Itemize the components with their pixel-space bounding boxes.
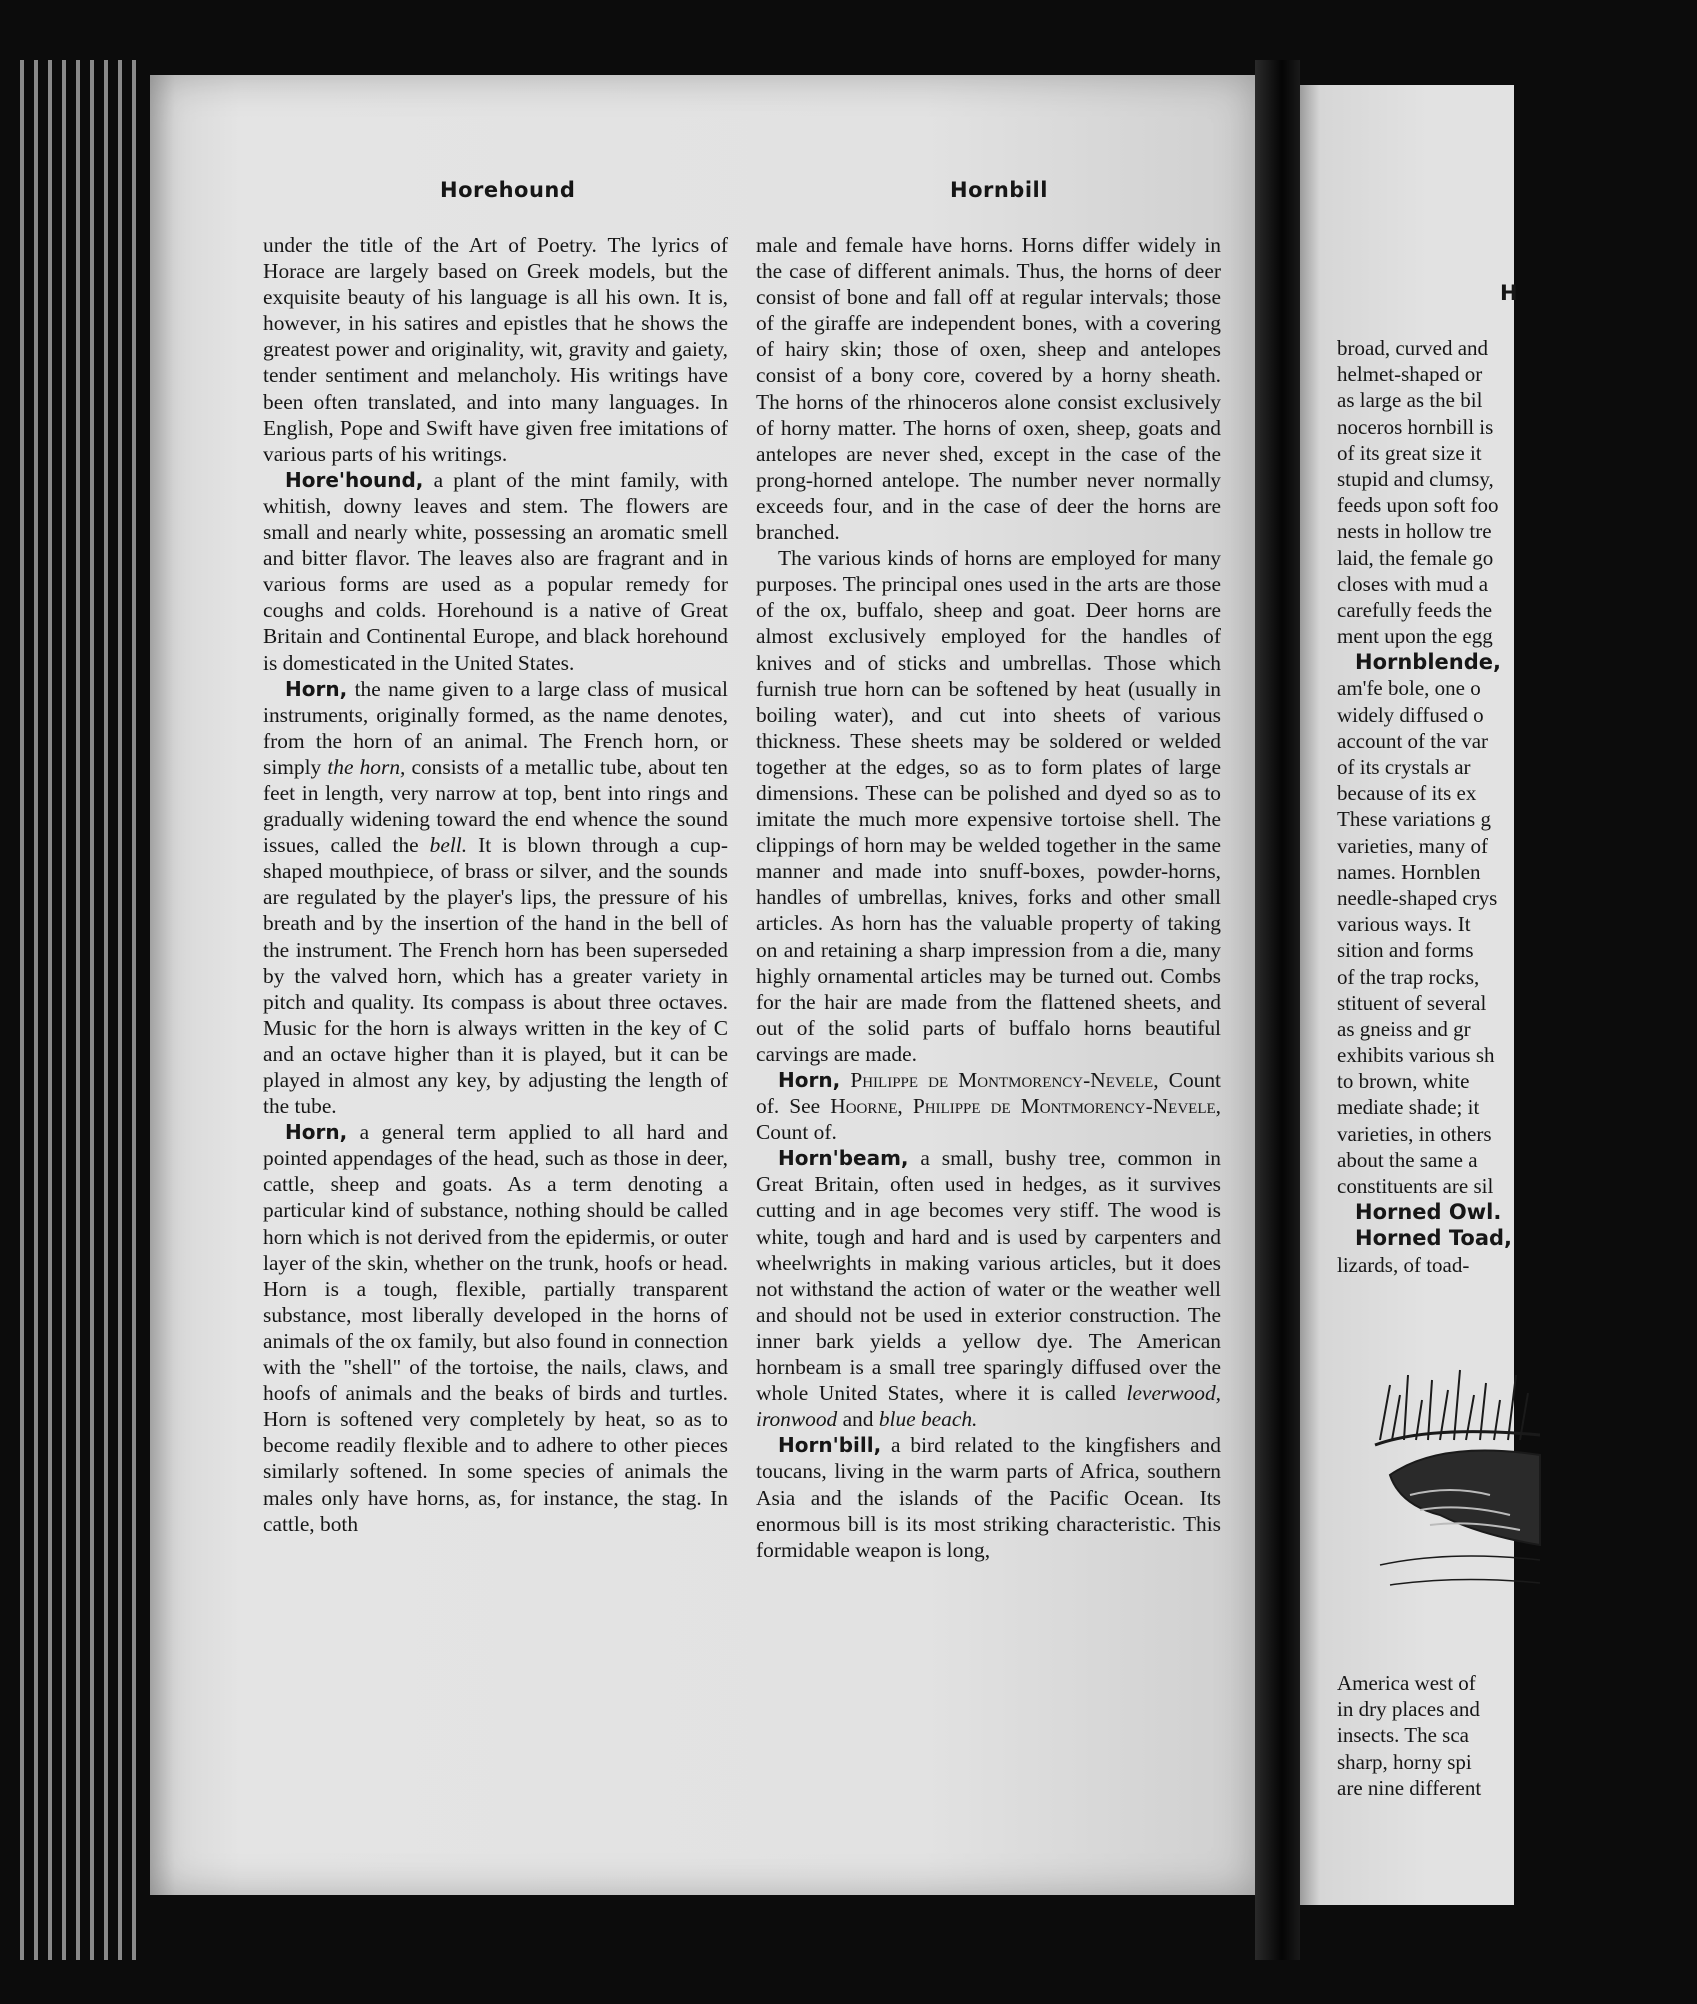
right-page-line: varieties, in others (1337, 1121, 1492, 1146)
entry-hornbeam (756, 1145, 1221, 1432)
entry-text: Count of. (756, 1120, 837, 1145)
right-page-line: as large as the bil (1337, 388, 1483, 413)
entry-horn-instrument (263, 676, 728, 1120)
right-page-line: stupid and clumsy, (1337, 466, 1494, 491)
right-page-line: varieties, many of (1337, 833, 1489, 858)
right-page-line: are nine different (1337, 1775, 1482, 1800)
running-head-right: Hornbill (950, 178, 1048, 202)
small-caps-name: Hoorne, Philippe de Montmorency-Nevele, (830, 1094, 1222, 1119)
right-page-line: constituents are sil (1337, 1174, 1494, 1198)
column-1 (263, 232, 728, 1537)
right-page-line: in dry places and (1337, 1697, 1480, 1722)
entry-text: consists of a metallic tube, about ten feet in length, very narrow at top, bent into rings and gradually widening toward the end whence the sound issues, called the (263, 754, 728, 858)
entry-hornbill (756, 1432, 1221, 1562)
entry-horn-substance (263, 1119, 728, 1537)
right-page-line: ment upon the egg (1337, 624, 1493, 649)
book-page-edges (20, 60, 150, 1960)
right-page-line: America west of (1337, 1671, 1476, 1695)
right-page-line: Hornblende, (1355, 650, 1501, 675)
paragraph-horns-continued: male and female have horns. Horns differ widely in the case of different animals. Thus, the horns of deer consist of bone and fall off at regular intervals; those of the giraffe are independent bones, with a covering of hairy skin; those of oxen, sheep and antelopes consist of a bony core, covered by a horny sheath. The horns of the rhinoceros alone consist exclusively of horny matter. The horns of oxen, sheep, goats and antelopes are never shed, except in the case of the prong-horned antelope. The number never normally exceeds four, and in the case of deer the horns are branched. (756, 233, 1221, 545)
headword-horehound: Hore'hound, (285, 467, 424, 492)
right-page-line: Horned Owl. (1355, 1200, 1502, 1225)
right-page-line: stituent of several (1337, 990, 1487, 1015)
right-page-line: laid, the female go (1337, 545, 1494, 570)
entry-text: a bird related to the kingfishers and toucans, living in the warm parts of Africa, southern Asia and the islands of the Pacific Ocean. Its enormous bill is its most striking characteristic. This formidable weapon is long, (756, 1433, 1221, 1562)
right-page-line: feeds upon soft foo (1337, 493, 1499, 518)
right-page-line: carefully feeds the (1337, 597, 1493, 622)
right-page-line: am'fe bole, one o (1337, 676, 1481, 701)
right-page-line: noceros hornbill is (1337, 414, 1494, 439)
right-page-line: exhibits various sh (1337, 1043, 1495, 1068)
right-page-column-bottom (1337, 1670, 1697, 1801)
right-page-line: of its great size it (1337, 440, 1482, 465)
paragraph-horace-continued: under the title of the Art of Poetry. The lyrics of Horace are largely based on Greek models, but the exquisite beauty of his language is all his own. It is, however, in his satires and epistles that he shows the greatest power and originality, wit, gravity and gaiety, tender sentiment and melancholy. His writings have been often translated, and into many languages. In English, Pope and Swift have given free imitations of various parts of his writings. (263, 233, 728, 466)
right-page-line: to brown, white (1337, 1069, 1470, 1094)
right-page-line: of its crystals ar (1337, 755, 1471, 779)
paragraph-horn-uses: The various kinds of horns are employed for many purposes. The principal ones used in the arts are those of the ox, buffalo, sheep and goat. Deer horns are almost exclusively employed for the handles of knives and of sticks and umbrellas. Those which furnish true horn can be softened by heat (usually in boiling water), and cut into sheets of various thickness. These sheets may be soldered or welded together at the edges, so as to form plates of large dimensions. These can be polished and dyed so as to imitate the much more expensive tortoise shell. The clippings of horn may be welded together in the same manner and made into snuff-boxes, powder-horns, handles of umbrellas, knives, forks and other small articles. As horn has the valuable property of taking on and retaining a sharp impression from a die, many highly ornamental articles may be turned out. Combs for the hair are made from the flattened sheets, and out of the solid parts of buffalo horns beautiful carvings are made. (756, 546, 1221, 1066)
right-page-line: helmet-shaped or (1337, 362, 1483, 387)
right-page-line: lizards, of toad- (1337, 1252, 1470, 1277)
headword-horn: Horn, (285, 676, 348, 701)
italic-term: the horn, (327, 754, 406, 779)
headword-hornbeam: Horn'beam, (778, 1146, 909, 1171)
right-page-column (1337, 335, 1697, 1278)
entry-horn-count (756, 1067, 1221, 1145)
right-page-line: These variations g (1337, 807, 1491, 832)
right-page-line: insects. The sca (1337, 1723, 1469, 1748)
right-page-line: because of its ex (1337, 781, 1477, 806)
right-page-line: of the trap rocks, (1337, 964, 1480, 989)
right-page-line: sharp, horny spi (1337, 1749, 1472, 1774)
right-page-line: broad, curved and (1337, 336, 1489, 360)
right-page-line: sition and forms (1337, 938, 1474, 963)
right-page-line: names. Hornblen (1337, 859, 1481, 884)
right-page-line: mediate shade; it (1337, 1095, 1480, 1120)
entry-horehound (263, 467, 728, 676)
entry-text: a small, bushy tree, common in Great Britain, often used in hedges, as it survives cutting and in age becomes very stiff. The wood is white, tough and hard and is used by carpenters and wheelwrights in making various articles, but it does not withstand the action of water or the weather well and should not be used in exterior construction. The inner bark yields a yellow dye. The American hornbeam is a small tree sparingly diffused over the whole United States, where it is called (756, 1146, 1221, 1406)
right-page-line: about the same a (1337, 1147, 1478, 1172)
right-page-line: closes with mud a (1337, 571, 1489, 596)
right-page-line: widely diffused o (1337, 702, 1484, 727)
italic-term: blue beach. (878, 1407, 978, 1432)
entry-text: the name given to a large class of musical instruments, originally formed, as the name denotes, from the horn of an animal. The French horn, or simply (263, 676, 728, 779)
book-gutter (1255, 60, 1300, 1960)
right-page-line: nests in hollow tre (1337, 519, 1492, 544)
headword-horn: Horn, (778, 1068, 841, 1092)
column-2 (756, 232, 1221, 1563)
right-page-line: account of the var (1337, 728, 1489, 753)
small-caps-name: Philippe de Montmorency-Nevele, (850, 1068, 1159, 1092)
right-page-line: various ways. It (1337, 912, 1471, 937)
italic-term: bell. (429, 833, 468, 858)
entry-text: and (837, 1407, 879, 1432)
right-page-line: needle-shaped crys (1337, 885, 1498, 910)
headword-horn: Horn, (285, 1120, 348, 1145)
entry-text: a general term applied to all hard and pointed appendages of the head, such as those in deer, cattle, sheep and goats. As a term denoting a particular kind of substance, nothing should be called horn which is not derived from the epidermis, or outer layer of the skin, whether on the trunk, hoofs or head. Horn is a tough, flexible, partially transparent substance, most liberally developed in the horns of animals of the ox family, but also found in connection with the "shell" of the tortoise, the nails, claws, and hoofs of animals and the beaks of birds and turtles. Horn is softened very completely by heat, so as to become readily flexible and to adhere to other pieces similarly softened. In some species of animals the males only have horns, as, for instance, the stag. In cattle, both (263, 1120, 728, 1536)
right-page (1300, 85, 1518, 1905)
running-head-partial: H (1500, 281, 1518, 305)
horned-toad-illustration (1370, 1345, 1540, 1645)
entry-text: Count of. See (756, 1068, 1221, 1119)
headword-hornbill: Horn'bill, (778, 1433, 882, 1458)
entry-text: It is blown through a cup-shaped mouthpiece, of brass or silver, and the sounds are regulated by the player's lips, the pressure of his breath and by the insertion of the hand in the bell of the instrument. The French horn has been superseded by the valved horn, which has a greater variety in pitch and quality. Its compass is about three octaves. Music for the horn is always written in the key of C and an octave higher than it is played, but it can be played in almost any key, by adjusting the length of the tube. (263, 833, 728, 1119)
entry-text: a plant of the mint family, with whitish, downy leaves and stem. The flowers are small and nearly white, possessing an aromatic smell and bitter flavor. The leaves also are fragrant and in various forms are used as a popular remedy for coughs and colds. Horehound is a native of Great Britain and Continental Europe, and black horehound is domesticated in the United States. (263, 467, 728, 675)
italic-term: leverwood, ironwood (756, 1381, 1221, 1432)
right-page-line: Horned Toad, (1355, 1226, 1513, 1251)
running-head-left: Horehound (440, 178, 576, 202)
right-page-line: as gneiss and gr (1337, 1016, 1471, 1041)
